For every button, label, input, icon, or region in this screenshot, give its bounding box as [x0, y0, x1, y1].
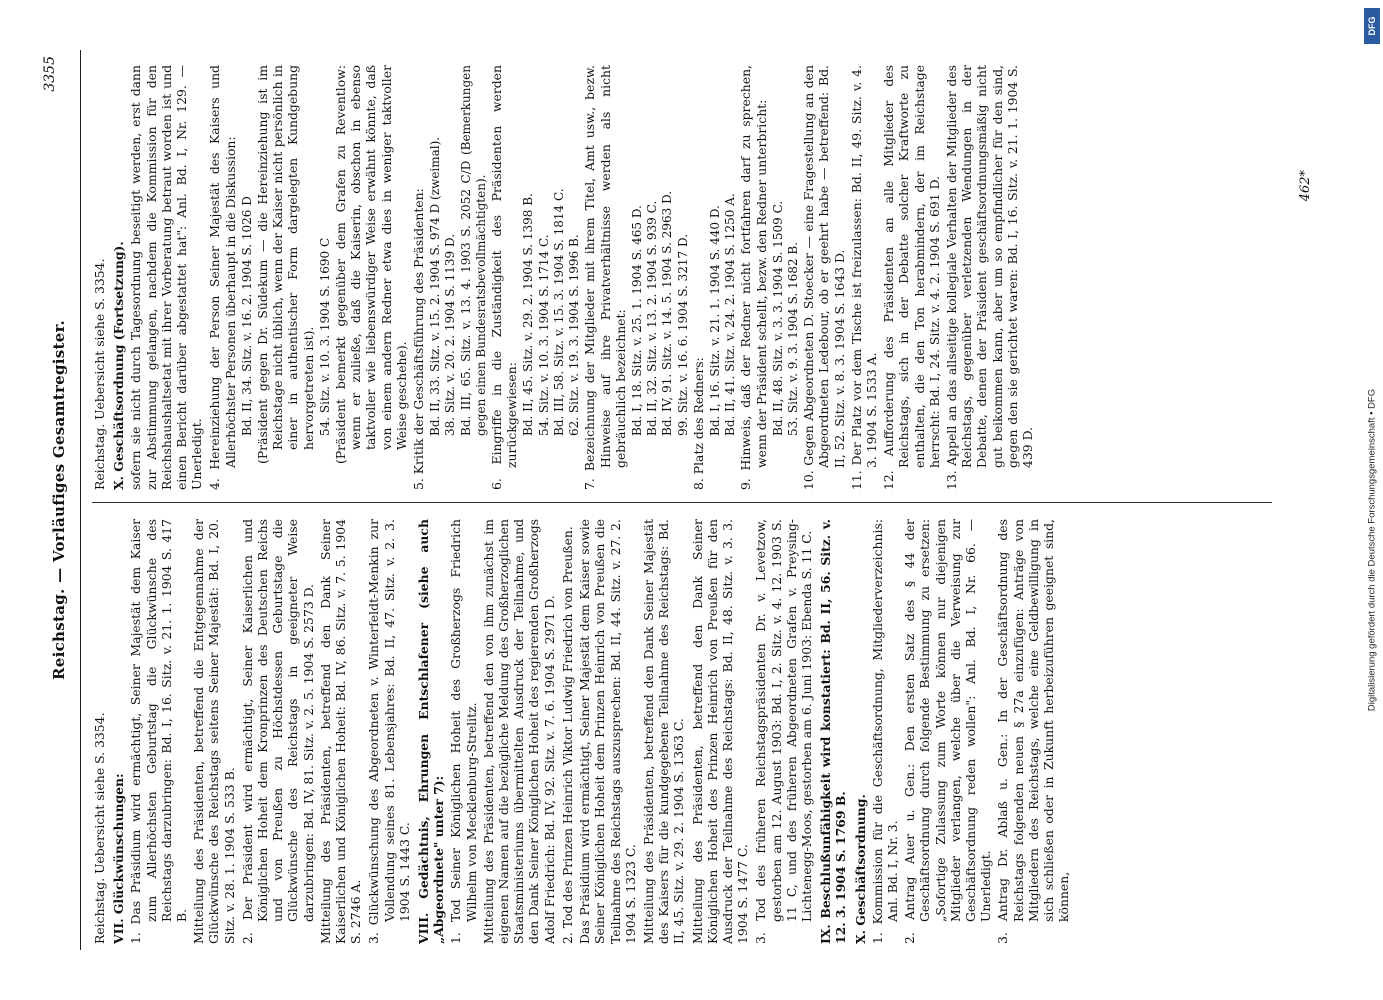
credit-strip [1362, 130, 1382, 970]
reference-line: 53. Sitz. v. 9. 3. 1904 S. 1682 B. [785, 241, 800, 436]
digitization-credit: Digitalisierung gefördert durch die Deutsche Forschungsgemeinschaft • DFG [1366, 388, 1378, 712]
reference-line: Bd. III, 65. Sitz. v. 13. 4. 1903 S. 2052 C/D (Bemerkungen gegen einen Bundesratsbevollmächtigten). [458, 65, 488, 436]
register-item: 8. Platz des Redners: [690, 357, 706, 490]
dfg-logo-text: DFG [1367, 16, 1377, 36]
reference-line: Bd. I, 18. Sitz. v. 25. 1. 1904 S. 465 D. [629, 205, 644, 436]
section-heading: X. Geschäftsordnung. [852, 794, 868, 944]
register-paragraph: Reichstag. Uebersicht siehe S. 3354. [92, 258, 107, 490]
register-item: 5. Kritik der Geschäftsführung des Präsidenten: [411, 188, 427, 490]
reference-line: Bd. I, 16. Sitz. v. 21. 1. 1904 S. 440 D. [707, 205, 722, 436]
register-item: 1. Kommission für die Geschäftsordnung, Mitgliederverzeichnis: Anl. Bd. I, Nr. 3. [869, 519, 900, 944]
reference-line: 62. Sitz. v. 19. 3. 1904 S. 1996 B. [567, 234, 582, 436]
reference-line: Bd. III, 58. Sitz. v. 15. 3. 1904 S. 1814 C. [551, 188, 566, 436]
register-item: 2. Der Präsident wird ermächtigt, Seiner Kaiserlichen und Königlichen Hoheit dem Kronprinzen des Deutschen Reichs und von Preußen zu Höchstdessen Geburtstage die Glückwünsche des Reichstags in geeigneter Weise darzubringen: Bd. IV, 81. Sitz. v. 2. 5. 1904 S. 2573 D. [239, 519, 316, 944]
register-item: 4. Hereinziehung der Person Seiner Majestät des Kaisers und Allerhöchster Personen überhaupt in die Diskussion: [207, 65, 238, 490]
register-paragraph: Mitteilung des Präsidenten, betreffend die Entgegennahme der Glückwünsche des Reichstags seitens Seiner Majestät: Bd. I, 20. Sitz. v. 28. 1. 1904 S. 533 B. [191, 519, 237, 944]
reference-line: 38. Sitz. v. 20. 2. 1904 S. 1139 D. [443, 233, 458, 436]
page-number: 3355 [42, 56, 58, 92]
register-item: 7. Bezeichnung der Mitglieder mit ihrem Titel, Amt usw., bezw. Hinweise auf ihre Privatverhältnisse werden als nicht gebräuchlich bezeichnet: [582, 65, 628, 490]
register-item: 13. Appell an das allseitige kollegiale Verhalten der Mitglieder des Reichstags, gegenüber verletzenden Wendungen in der Debatte, denen der Präsident geschäftsordnungsmäßig nicht gut beikommen kann, aber um so empfindlicher für den sind, gegen den sie gerichtet waren: Bd. I, 16. Sitz. v. 21. 1. 1904 S. 439 D. [943, 65, 1035, 490]
register-paragraph: Mitteilung des Präsidenten, betreffend den Dank Seiner Majestät des Kaisers für die kundgegebene Teilnahme des Reichstags: Bd. II, 45. Sitz. v. 29. 2. 1904 S. 1363 C. [640, 519, 687, 944]
register-item: 2. Tod des Prinzen Heinrich Viktor Ludwig Friedrich von Preußen. [559, 526, 575, 944]
reference-line: Bd. II, 41. Sitz. v. 24. 2. 1904 S. 1250 A. [723, 193, 738, 436]
section-heading: IX. Beschlußunfähigkeit wird konstatiert: Bd. II, 56. Sitz. v. 12. 3. 1904 S. 1769 B. [818, 519, 849, 944]
register-item: 3. Glückwünschung des Abgeordneten v. Winterfeldt-Menkin zur Vollendung seines 81. Lebensjahres: Bd. II, 47. Sitz. v. 2. 3. 1904 S. 1443 C. [366, 519, 412, 944]
register-item: 6. Eingriffe in die Zuständigkeit des Präsidenten werden zurückgewiesen: [489, 65, 520, 490]
reference-line: Bd. II, 33. Sitz. v. 15. 2. 1904 S. 974 D (zweimal). [428, 136, 443, 436]
register-item: 3. Antrag Dr. Ablaß u. Gen.: In der Geschäftsordnung des Reichstags folgenden neuen § 27a einzufügen: Anträge von Mitgliedern des Reichstags, welche eine Geldbewilligung in sich schließen oder in Zukunft herbeizuführen geeignet sind, können, [995, 519, 1072, 944]
reference-line: Bd. II, 34. Sitz. v. 16. 2. 1904 S. 1026 D [239, 196, 254, 436]
page-header [36, 50, 76, 950]
right-column [92, 65, 1292, 490]
page-title: Reichstag. — Vorläufiges Gesamtregister. [50, 320, 68, 680]
register-item: 2. Antrag Auer u. Gen.: Den ersten Satz des § 44 der Geschäftsordnung durch folgende Bestimmung zu ersetzen: „Sofortige Zulassung zum Worte können nur diejenigen Mitglieder verlangen, welche über die Verweisung zur Geschäftsordnung reden wollen": Anl. Bd. I, Nr. 66. — Unerledigt. [902, 519, 994, 944]
reference-line: Bd. IV, 91. Sitz. v. 14. 5. 1904 S. 2963 D. [660, 190, 675, 436]
register-paragraph: Reichstag. Uebersicht siehe S. 3354. [92, 712, 107, 944]
register-paragraph: Mitteilung des Präsidenten, betreffend den von ihm zunächst im eigenen Namen auf die bezügliche Meldung des Großherzoglichen Staatsministeriums übermittelten Ausdruck der Teilnahme, und den Dank Seiner Königlichen Hoheit des regierenden Großherzogs Adolf Friedrich: Bd. IV, 92. Sitz. v. 7. 6. 1904 S. 2971 D. [480, 519, 557, 944]
register-item: 10. Gegen Abgeordneten D. Stoecker — eine Fragestellung an den Abgeordneten Ledebour, ob er geehrt habe — betreffend: Bd. II, 52. Sitz. v. 8. 3. 1904 S. 1643 D. [801, 65, 847, 490]
section-heading: X. Geschäftsordnung (Fortsetzung). [111, 241, 127, 490]
register-paragraph: Das Präsidium wird ermächtigt, Seiner Majestät dem Kaiser sowie Seiner Königlichen Hoheit dem Prinzen Heinrich von Preußen die Teilnahme des Reichstags auszusprechen: Bd. II, 44. Sitz. v. 27. 2. 1904 S. 1323 C. [577, 519, 638, 944]
item-note: (Präsident gegen Dr. Südekum — die Hereinziehung ist im Reichstage nicht üblich, wenn der Kaiser nicht persönlich in einer in authentischer Form dargelegten Kundgebung hervorgetreten ist). [255, 65, 316, 464]
register-item: 1. Tod Seiner Königlichen Hoheit des Großherzogs Friedrich Wilhelm von Mecklenburg-Strelitz. [448, 519, 479, 944]
register-item: 3. Tod des früheren Reichstagspräsidenten Dr. v. Levetzow, gestorben am 12. August 1903: Bd. I, 2. Sitz. v. 4. 12. 1903 S. 11 C, und des früheren Abgeordneten Grafen v. Preysing-Lichtenegg-Moos, gestorben am 6. Juni 1903: Ebenda S. 11 C. [753, 519, 814, 944]
reference-line: Bd. II, 45. Sitz. v. 29. 2. 1904 S. 1398 B. [521, 193, 536, 436]
rotated-page-content [36, 50, 1346, 950]
reference-line: 54. Sitz. v. 10. 3. 1904 S. 1690 C [317, 237, 332, 436]
signature-mark: 462* [1298, 170, 1313, 202]
dfg-logo [1364, 8, 1380, 44]
reference-line: 99. Sitz. v. 16. 6. 1904 S. 3217 D. [675, 233, 690, 436]
register-item: 9. Hinweis, daß der Redner nicht fortfahren darf zu sprechen, wenn der Präsident schellt, bezw. den Redner unterbricht: [738, 65, 769, 490]
section-heading: VII. Glückwünschungen: [111, 773, 127, 944]
header-rule [80, 50, 81, 950]
register-paragraph: sofern sie nicht durch Tagesordnung beseitigt werden, erst dann zur Abstimmung gelangen, nachdem die Kommission für den Reichshaushaltsetat mit ihrer Vorberatung betraut worden ist und einen Bericht darüber abgestattet hat": Anl. Bd. I, Nr. 129. — Unerledigt. [128, 65, 205, 490]
column-divider [92, 502, 1272, 503]
reference-line: Bd. II, 48. Sitz. v. 3. 3. 1904 S. 1509 C. [770, 200, 785, 436]
section-heading: VIII. Gedächtnis, Ehrungen Entschlafener (siehe auch „Abgeordnete" unter 7): [416, 519, 447, 944]
register-paragraph: Mitteilung des Präsidenten, betreffend den Dank Seiner Kaiserlichen und Königlichen Hoheit: Bd. IV, 86. Sitz. v. 7. 5. 1904 S. 2746 A. [317, 519, 364, 944]
left-column [92, 519, 1292, 944]
item-note: (Präsident bemerkt gegenüber dem Grafen zu Reventlow: wenn er zuließe, daß die Kaiserin, obschon in ebenso taktvoller wie liebenswürdiger Weise erwähnt könnte, daß von einem andern Redner etwa dies in weniger taktvoller Weise geschehe). [333, 65, 409, 464]
register-paragraph: Mitteilung des Präsidenten, betreffend den Dank Seiner Königlichen Hoheit des Prinzen Heinrich von Preußen für den Ausdruck der Teilnahme des Reichstags: Bd. II, 48. Sitz. v. 3. 3. 1904 S. 1477 C. [689, 519, 751, 944]
reference-line: 54. Sitz. v. 10. 3. 1904 S. 1714 C. [536, 234, 551, 436]
register-item: 11. Der Platz vor dem Tische ist freizulassen: Bd. II, 49. Sitz. v. 4. 3. 1904 S. 1533 A. [848, 65, 879, 490]
register-item: 1. Das Präsidium wird ermächtigt, Seiner Majestät dem Kaiser zum Allerhöchsten Geburtstag die Glückwünsche des Reichstags darzubringen: Bd. I, 16. Sitz. v. 21. 1. 1904 S. 417 B. [128, 519, 190, 944]
register-item: 12. Aufforderung des Präsidenten an alle Mitglieder des Reichstags, sich in der Debatte solcher Kraftworte zu enthalten, die den Ton herabmindern, der im Reichstage herrscht: Bd. I, 24. Sitz. v. 4. 2. 1904 S. 691 D. [881, 65, 942, 490]
reference-line: Bd. II, 32. Sitz. v. 13. 2. 1904 S. 939 C. [645, 200, 660, 436]
